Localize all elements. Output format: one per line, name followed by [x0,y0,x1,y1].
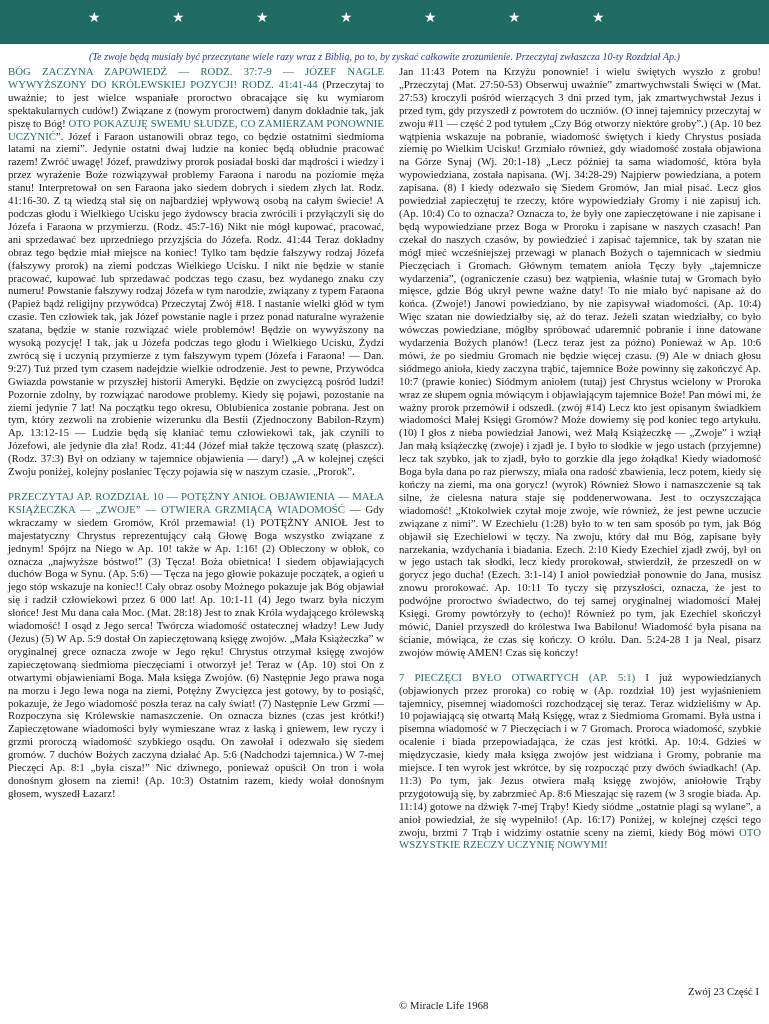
right-column [399,66,761,864]
section-seven-seals [399,672,761,853]
body-text: Jan 11:43 Potem na Krzyżu ponownie! i wielu świętych wyszło z grobu! „Przeczytaj (Mat. 27:50-53) Obserwuj uważnie” zmartwychwstali Święci w (Mat. 27:53) kroczyli pośród wierzących 3 dni przed tym, jak zmartwychwstał Jezus i przed tym, gdy przyszedł z powrotem do uczniów. (O innej tajemnicy przeczytaj w zwoju #11 — część 2 pod tytułem „Czy Bóg otworzy niektóre groby”.) (Ap. 10 bez wątpienia wskazuje na pobranie, wiadomość świętych i kiedy Chrystus posiada ziemię po Wielkim Ucisku! Grzmiało również, gdy wiadomość została objawiona na Górze Synaj (Wj. 20:1-18) „Lecz później ta sama wiadomość, która była wypowiedziana, została napisana. (Wj. 34:28-29) Najpierw powiedziana, a potem zapisana. (8) I kiedy odezwało się Siedem Gromów, Jan miał pisać. Lecz głos powiedział zapieczętuj te rzeczy, które wypowiedziały Gromy i nie zapisuj ich. (Ap. 10:4) Co to oznacza? Oznacza to, że były one zapieczętowane i nie zapisane i będą wypowiedziane przez Boga w Proroku i zapisane w naszych czasach! Pan czekał do naszych czasów, by powiedzieć i zapisać tajemnice, tak by szatan nie mógł mieć wcześniejszej przewagi w planach Bożych o tajemnicach w siedmiu Pieczęciach i Gromach. Głównym tematem anioła Tęczy były „tajemnicze wydarzenia”, (ograniczenie czasu) bez wątpienia, właśnie tutaj w Gromach było mięsce, gdzie Bóg ukrył pewne ważne daty! To nie miało być napisane aż do końca. (Zwoje!) Janowi powiedziano, by nie zapisywał wiadomości. (Ap. 10:4) Więc szatan nie dowiedziałby się, aż do teraz. Jeżeli szatan wiedziałby, co było wówczas powiedziane, mógłby spróbować udaremnić pobranie i inne datowane wydarzenia Bożych planów! (Lecz teraz jest za późno) Ponieważ w Ap. 10:6 mówi, że po siedmiu Gromach nie będzie więcej czasu. (9) Ale w dniach głosu siódmego anioła, kiedy zaczyna trąbić, tajemnice Boże powinny się zakończyć Ap. 10:7 (prawie koniec) Siódmym aniołem (tutaj) jest Chrystus wcielony w Proroka wraz ze słupem ognia mówiącym i objawiającym tajemnice Boże! Pan mówi mi, że ważny prorok przemówił i odszedł. (zwój #14) Lecz kto jest opisanym świadkiem wiadomości Małej Księgi Gromów? Może dowiemy się pod koniec tego artykułu. (10) I głos z nieba powiedział Janowi, weź Małą Książeczkę — „Zwoje” i wziął Jan małą książeczkę (zwoje) i zjadł je. I było to słodkie w jego ustach (przyjemne) lecz tak szybko, jak to zjadł, było to gorzkie dla jego żołądka! Kiedy wiadomość Boga była dana po raz pierwszy, miała ona radość zbawienia, lecz potem, kiedy się kończy na ziemi, ma ona gorycz! (wyrok) Również Słowo i namaszczenie są tak silne, że cielesna natura staje się poddenerwowana. Jest to oczyszczająca wiadomość! „Ktokolwiek czytał moje zwoje, wie również, że jest pewne uczucie związane z nimi”. W Ezechielu (1:28) było to w ten sam sposób po tym, jak Bóg objawił się Ezechielowi w tęczy. Na zwoju, który dał mu Bóg, zapisane były narzekania, wzdychania i biadania. Ezech. 2:10 Kiedy Ezechiel zjadł zwój, był on w jego ustach tak słodki, lecz kiedy prorokował, stwierdził, że przeszedł on w gorycz jego ducha! (Ezech. 3:1-14) I anioł powiedział ponownie do Jana, musisz znowu prorokować. Ap. 10:11 To tyczy się przyszłości, oznacza, że jest to podwójne proroctwo świadectwo, do tej samej oryginalnej wiadomości Małej Księgi. Gromy powtórzyły to (echo)! Również po tym, jak Ezechiel skończył mówić, Daniel przyszedł do królestwa Iwa Babilonu! Wiadomość była pisana na ścianie, mówiąca, że czas się kończy. O królu. Dan. 5:24-28 I ja Neal, pisarz zwojów mówię AMEN! Czas się kończy! [399,66,761,659]
star-icon: ★ [340,10,353,26]
section-heading: PRZECZYTAJ AP. ROZDZIAŁ 10 — POTĘŻNY ANIOŁ OBJAWIENIA — MAŁA KSIĄŻECZKA — „ZWOJE” — OTWIERA GRZMIĄCĄ WIADOMOŚĆ [8,491,384,516]
star-icon: ★ [256,10,269,26]
body-text: ”. Józef i Faraon ustanowili obraz tego, co będzie ostatnimi siedmioma latami na ziemi”. Jedynie ostatni dwaj ludzie na koniec będą obłudnie pracować razem! Zwróć uwagę! Józef, prawdziwy prorok posiadał boski dar mądrości i wiedzy i przez wyrażenie Boże rozwiązywał problemy Faraona i narodu na poziomie męża stanu! Interpretował on sen Faraona jako siedem dobrych i siedem złych lat. Rodz. 41:16-30. Z tą wiedzą stał się on najbardziej wpływową osobą na całym świecie! A podczas głodu i Wielkiego Ucisku jego żydowscy bracia zwrócili i przyłączyli się do Józefa i Faraona w przymierzu. (Rodz. 45:7-16) Nikt nie mógł kupować, pracować, ani sprzedawać bez uprzedniego przyzjścia do Józefa. Rodz. 41:44 Teraz dokładny obraz tego będzie miał miejsce na koniec! Tylko tam będzie fałszywy rodzaj Józefa (fałszywy prorok) na ziemi podczas Wielkiego Ucisku. I nikt nie będzie w stanie pracować, kupować lub sprzedawać podczas tego czasu, bez wydanego znaku czy numeru! Powstanie fałszywy rodzaj Józefa w tym narodzie, związany z typem Faraona (Papież bądź religijny przywódca) Przeczytaj Zwój #18. I nastanie wielki głód w tym czasie. Ten człowiek tak, jak Józef powstanie nagle i przez ponad naturalne wyrażenie szatana, będzie w stanie rozwiązać wiele problemów! Będzie on wywyższony na wysoką pozycję! I tak, jak u Józefa podczas tego głodu i Wielkiego Ucisku, Żydzi zwrócą się i uczynią przymierze z tym fałszywym typem (Józefa i Faraona! — Dan. 9:27) Tuż przed tym czasem nadejdzie wielkie odrodzenie. Jest to pewne, Przywódca Gwiazda powstanie w przyszłej historii Ameryki. Będzie on zwycięzcą pośród ludzi! Pozornie zdolny, by rozwiązać narodowe problemy. Kiedy się pojawi, pozostanie na ziemi jedynie 7 lat! Na początku tego okresu, Oblubienica zostanie pobrana. Jest on tym, który zezwoli na zrobienie wizerunku dla Bestii (Zjednoczony Babilon-Rzym) Ap. 13:12-15 — Ludzie będą się kłaniać temu człowiekowi tak, jak czynili to Józefowi, ale jedynie dla zła! Rodz. 41:44 (Józef miał także tęczową szatę (płaszcz). (Rodz. 37:3) Był on odziany w tajemnice objawienia — dary!) „A w kolejnej części Zwoju poniżej, kolejny posłaniec Tęczy pojawia się w naszym czasie. „Prorok”. [8,130,384,479]
scroll-reference: Zwój 23 Część I [687,986,759,998]
top-banner [0,0,769,44]
section-continuation [399,66,761,660]
highlight-text: OTO WSZYSTKIE RZECZY UCZYNIĘ NOWYMI! [399,826,761,852]
body-text: I już wypowiedzianych (objawionych przez proroka) co robię w (Ap. rozdział 10) jest wyjaśnieniem tajemnicy, pisemnej wiadomości rozchodzącej się teraz. Teraz widzieliśmy w Ap. 10 pojawiającą się otwartą Małą Księgę, wraz z Siedmioma Gromami. Była ustna i pisemna wiadomość w 7 Pieczęciach i w 7 Gromach. Proroca wiadomość, szybkie ocalenie i biada przepowiadająca, że czas jest krótki. Ap. 10:4. Gdzieś w międzyczasie, kiedy mała księga zwojów jest widziana i Gromy, pobranie ma miejsce. I ten wyrok jest wkrótce, by się rozpocząć przy dwóch świadkach! (Ap. 11:3) Po tym, jak Jezus otwiera małą księgę zwojów, aniołowie Trąby przygotowują się, by zabrzmieć Ap. 8:6 Mieszając się razem (w 3 srogie biada. Ap. 11:14) gotowe na dźwięk 7-mej Trąby! Kiedy siódme „ostatnie plagi są wylane”, a anioł powiedział, że się wypełniło! (Ap. 16:17) Poniżej, w kolejnej części tego zwoju, brzmi 7 Trąb i widzimy ostatnie sceny na ziemi, kiedy Bóg mówi [399,671,762,839]
body-text: Jest to majestatyczny Chrystus reprezentujący całą Głowę Boga wszystko związane z jednym! Spójrz na Niego w Ap. 10! także w Ap. 1:16! (2) Obleczony w obłok, co oznacza „najwyższe bóstwo!” (3) Tęcza! Boża obietnica! I siedem objawiających duchów Boga w Synu. (Ap. 5:6) — Tęcza na jego głowie pokazuje początek, a ogień u jego stóp wskazuje na koniec!! Cały obraz osoby Możnego pokazuje jak Bóg objawiał się i radził człowiekowi przez 6 000 lat! Ap. 10:1-11 (4) Jego twarz była niczym słońce! Jest Mu dana cała Moc. (Mat. 28:18) Jest to znak Króla wydającego królewską wiadomość! I osąd z Jego serca! Twórcza wiadomość ostatecznej władzy! Lew Judy (Jezus) (5) W Ap. 5:9 dostał On zapieczętowaną księgę zwojów. „Mała Książeczka” w oryginalnej grece oznacza zwoje w Jego ręku! Chrystus otrzymał księgę zwojów zapieczętowaną siedmioma pieczęciami i otworzył je! Teraz w (Ap. 10) stoi On z otwartymi objawieniami Boga. Mała księga Zwojów. (6) Następnie Jego prawa noga na morzu i Jego lewa noga na ziemi, Potężny Zwycięzca jest gotowy, by to posiąść, pokazuje, że Jego wiadomość poszła teraz na cały świat! (7) Następnie Lew Grzmi — Rozpoczyna się Królewskie namaszczenie. On oznacza biznes (czas jest krótki!) Zapieczętowane wiadomości były wymieszane wraz z łaską i gniewem, lew ryczy i grzmi proroczą wiadomość szybkiego osądu. On zawołał i odezwało się siedem gromów. 7 duchów Bożych zaczyna działać Ap. 5:6 (Nadchodzi tajemnica.) W 7-mej Pieczęci Ap. 8:1 „była cisza!” Nic dziwnego, ponieważ opuścił On tron i woła donośnym głosem na ziemi! (Ap. 10:3) Ostatnim razem, kiedy wołał donośnym głosem, wyszedł Łazarz! [8,516,384,800]
emphasis-text: POTĘŻNY ANIOŁ [260,516,348,529]
intro-note: (Te zwoje będą musiały być przeczytane wiele razy wraz z Biblią, po to, by zyskać całkowite zrozumienie. Przeczytaj zwłaszcza 10-ty Rozdział Ap.) [89,52,680,63]
copyright: © Miracle Life 1968 [399,1000,489,1012]
section-heading: 7 PIECZĘCI BYŁO OTWARTYCH (AP. 5:1) [399,671,636,684]
star-icon: ★ [592,10,605,26]
highlight-text: OTO POKAZUJĘ SWEMU SŁUDZE, CO ZAMIERZAM PONOWNIE UCZYNIĆ [8,117,384,143]
section-heading: BÓG ZACZYNA ZAPOWIEDŹ — RODZ. 37:7-9 — JÓZEF NAGLE WYWYŻSZONY DO KRÓLEWSKIEJ POZYCJI! RODZ. 41:41-44 [8,66,384,91]
body-text: — Gdy wkraczamy w siedem Gromów, Król przemawia! (1) [8,503,385,529]
section-mighty-angel [8,491,384,801]
body-text: (Przeczytaj to uważnie; to jest wielce wspaniałe proroctwo obracające się ku wymiarom spektakularnych cudów!) Związane z (nowym proroctwem) danym dokładnie tak, jak piszę to Bóg! [8,78,384,130]
left-column [8,66,384,813]
star-icon: ★ [508,10,521,26]
section-joseph [8,66,384,479]
star-icon: ★ [424,10,437,26]
star-icon: ★ [172,10,185,26]
star-icon: ★ [88,10,101,26]
